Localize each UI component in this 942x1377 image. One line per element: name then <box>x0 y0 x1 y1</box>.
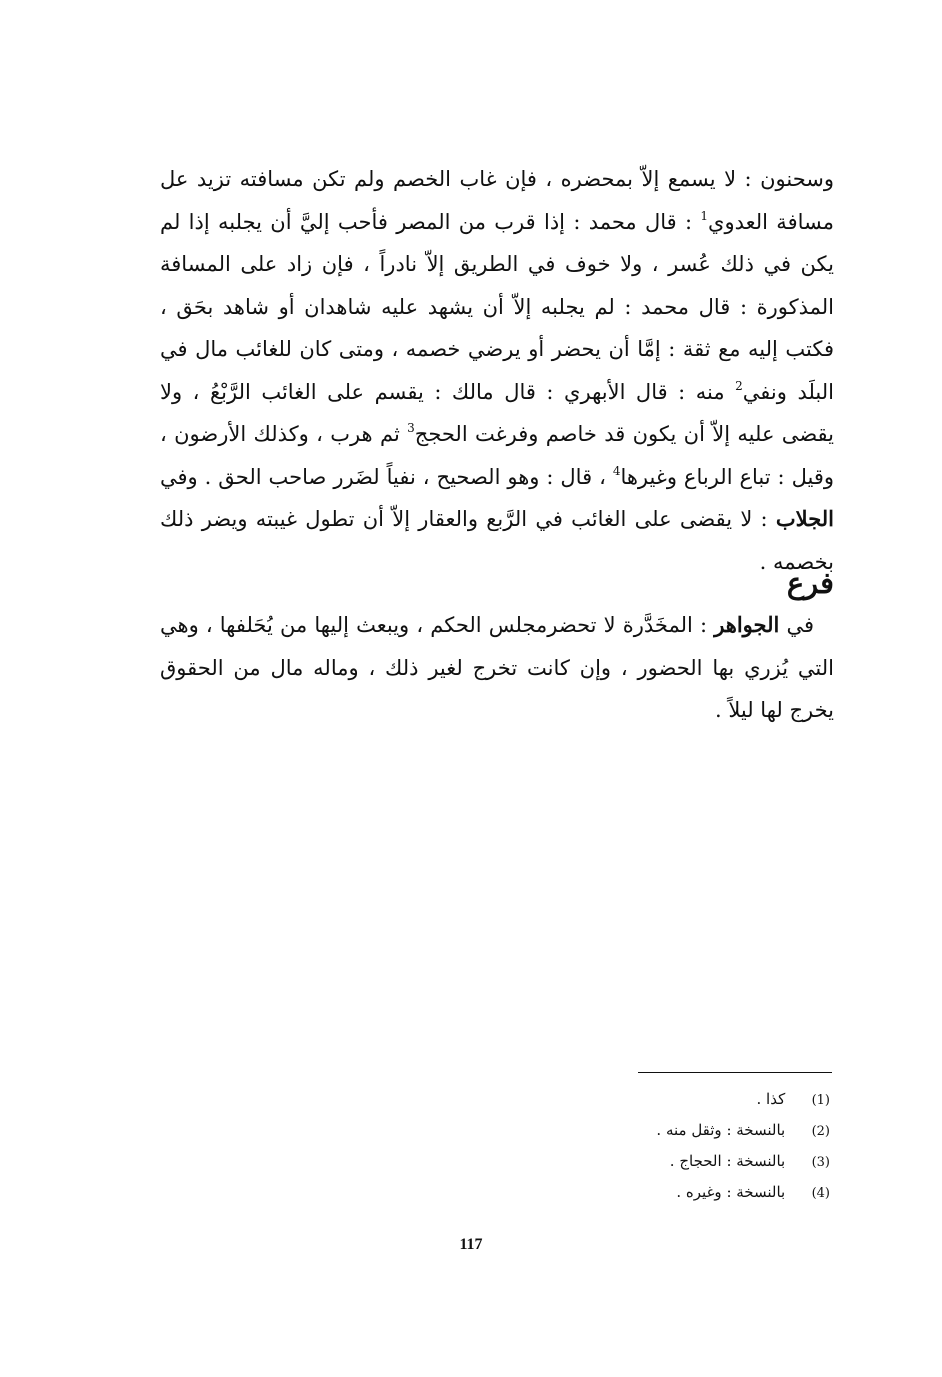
paragraph-text-part: : المخَدَّرة لا تحضرمجلس الحكم ، ويبعث إليها من يُحَلفها ، وهي التي يُزري بها الحضور ، وإن كانت تخرج لغير ذلك ، وماله مال من الحقوق يخرج لها ليلاً . <box>160 613 834 722</box>
footnote-number: (3) <box>811 1155 830 1170</box>
main-paragraph <box>160 158 834 583</box>
footnote-marker-2: 2 <box>735 378 743 393</box>
footnote-divider <box>638 1072 832 1073</box>
footnote-number: (4) <box>811 1186 830 1201</box>
footnote-marker-1: 1 <box>700 208 709 223</box>
footnote-list <box>560 1084 830 1208</box>
paragraph-text-part: : قال محمد : إذا قرب من المصر فأحب إليَّ أن يجلبه إذا لم يكن في ذلك عُسر ، ولا خوف في الطريق إلاّ نادراً ، فإن زاد على المسافة المذكورة : قال محمد : لم يجلبه إلاّ أن يشهد عليه شاهدان أو شاهد بحَق ، فكتب إليه مع ثقة : إمَّا أن يحضر أو يرضي خصمه ، ومتى كان للغائب مال في البلَد ونفي <box>160 209 834 404</box>
footnote-item <box>560 1177 830 1208</box>
paragraph-text-part: ثم هرب ، وكذلك الأرضون ، وقيل : تباع الرباع وغيرها <box>160 422 835 489</box>
section-paragraph <box>160 604 834 732</box>
paragraph-text-part: في <box>779 613 815 637</box>
footnote-text: كذا . <box>756 1090 786 1108</box>
footnote-item <box>560 1115 830 1146</box>
footnote-item <box>560 1146 830 1177</box>
paragraph-text-part: وسحنون : لا يسمع إلاّ بمحضره ، فإن غاب الخصم ولم تكن مسافته تزيد عل مسافة العدوي <box>160 167 834 234</box>
footnote-marker-4: 4 <box>612 463 621 478</box>
footnote-marker-3: 3 <box>407 421 415 435</box>
footnote-text: بالنسخة : وغيره . <box>676 1183 786 1201</box>
paragraph-text-part: ، قال : وهو الصحيح ، نفياً لضَرر صاحب الحق . وفي <box>160 464 613 489</box>
source-name-bold: الجواهر <box>714 612 780 637</box>
paragraph-text-part: منه : قال الأبهري : قال مالك : يقسم على الغائب الرَّبْعُ ، ولا يقضى عليه إلاّ أن يكون قد خاصم وفرغت الحجج <box>160 379 834 446</box>
footnote-text: بالنسخة : وثقل منه . <box>656 1121 786 1139</box>
page-number: 117 <box>459 1236 483 1253</box>
source-name-bold: الجلاب <box>775 506 834 531</box>
footnote-item <box>560 1084 830 1115</box>
footnote-number: (2) <box>811 1124 830 1139</box>
paragraph-text-part: : لا يقضى على الغائب في الرَّبع والعقار إلاّ أن تطول غيبته ويضر ذلك بخصمه . <box>160 507 834 574</box>
footnote-text: بالنسخة : الحجاج . <box>669 1152 786 1170</box>
section-heading: فرع <box>786 566 834 600</box>
footnote-number: (1) <box>811 1093 830 1108</box>
